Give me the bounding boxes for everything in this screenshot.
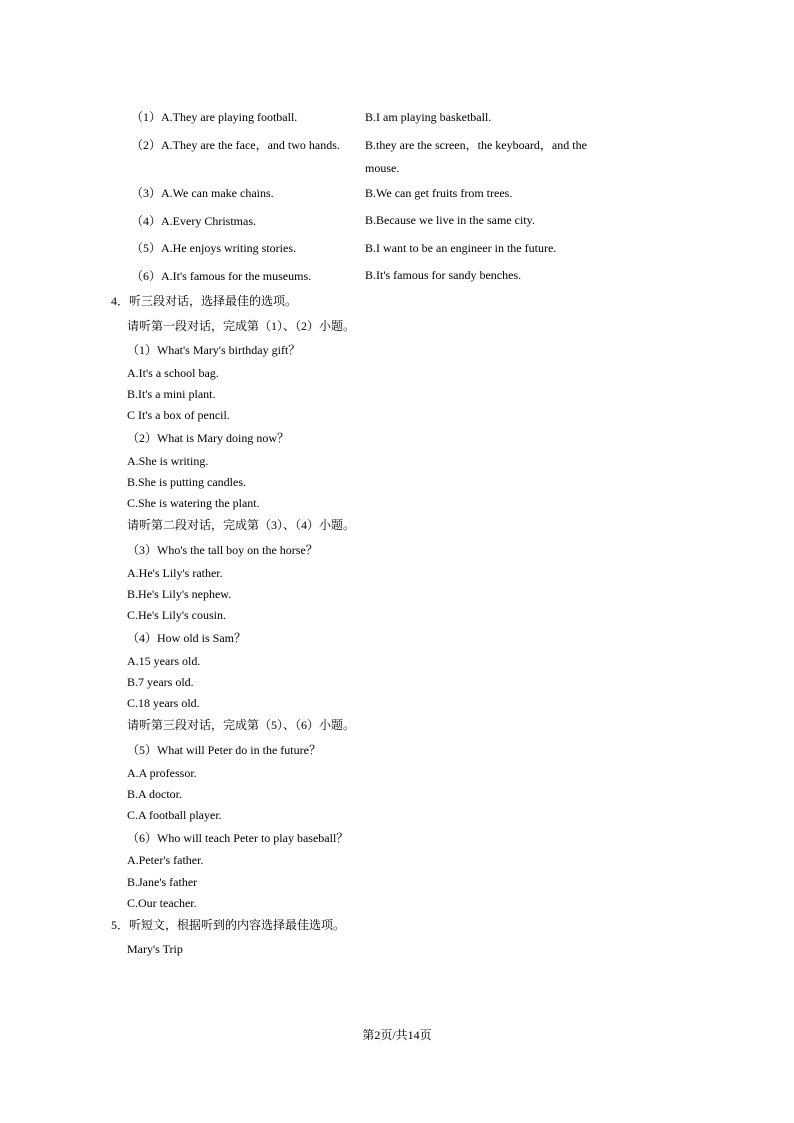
q4-question-1: （1）What's Mary's birthday gift？ [127, 343, 301, 357]
q4-section-2-instruction: 请听第二段对话，完成第（3）、（4）小题。 [127, 518, 356, 532]
q3-option-a-3: （3）A.We can make chains. [131, 186, 274, 200]
q4-question-6: （6）Who will teach Peter to play baseball？ [127, 831, 349, 845]
q4-q2-option-b: B.She is putting candles. [127, 475, 246, 489]
q4-section-1-instruction: 请听第一段对话，完成第（1）、（2）小题。 [127, 319, 356, 333]
q3-option-b-3: B.We can get fruits from trees. [365, 186, 513, 200]
q4-q2-option-a: A.She is writing. [127, 454, 209, 468]
q3-option-b-4: B.Because we live in the same city. [365, 213, 535, 227]
q3-option-a-2: （2）A.They are the face，and two hands. [131, 138, 340, 152]
q5-heading: 5．听短文，根据听到的内容选择最佳选项。 [111, 918, 346, 932]
q4-q5-option-b: B.A doctor. [127, 787, 183, 801]
page-number-footer: 第2页/共14页 [362, 1028, 432, 1042]
q4-q3-option-c: C.He's Lily's cousin. [127, 608, 226, 622]
q4-q3-option-a: A.He's Lily's rather. [127, 566, 223, 580]
q4-q6-option-b: B.Jane's father [127, 875, 198, 889]
q3-option-b-6: B.It's famous for sandy benches. [365, 268, 522, 282]
q3-option-a-6: （6）A.It's famous for the museums. [131, 269, 312, 283]
q4-question-4: （4）How old is Sam？ [127, 631, 247, 645]
q4-q5-option-c: C.A football player. [127, 808, 222, 822]
q4-q5-option-a: A.A professor. [127, 766, 197, 780]
q4-q6-option-a: A.Peter's father. [127, 853, 204, 867]
q3-option-b-2-cont: mouse. [365, 161, 400, 175]
q4-q4-option-a: A.15 years old. [127, 654, 201, 668]
q4-q6-option-c: C.Our teacher. [127, 896, 197, 910]
q3-option-a-5: （5）A.He enjoys writing stories. [131, 241, 296, 255]
q3-option-a-4: （4）A.Every Christmas. [131, 214, 256, 228]
q3-option-b-2: B.they are the screen，the keyboard，and the [365, 138, 587, 152]
q4-q1-option-c: C It's a box of pencil. [127, 408, 230, 422]
q3-option-b-5: B.I want to be an engineer in the future. [365, 241, 557, 255]
q4-question-2: （2）What is Mary doing now？ [127, 431, 289, 445]
q4-q3-option-b: B.He's Lily's nephew. [127, 587, 232, 601]
q4-question-5: （5）What will Peter do in the future？ [127, 743, 321, 757]
q3-option-a-1: （1）A.They are playing football. [131, 110, 298, 124]
q4-q4-option-c: C.18 years old. [127, 696, 200, 710]
q4-heading: 4．听三段对话，选择最佳的选项。 [111, 294, 298, 308]
q4-question-3: （3）Who's the tall boy on the horse？ [127, 543, 318, 557]
q4-q2-option-c: C.She is watering the plant. [127, 496, 260, 510]
q3-option-b-1: B.I am playing basketball. [365, 110, 492, 124]
q4-section-3-instruction: 请听第三段对话，完成第（5）、（6）小题。 [127, 718, 356, 732]
q4-q1-option-a: A.It's a school bag. [127, 366, 219, 380]
q4-q4-option-b: B.7 years old. [127, 675, 194, 689]
q4-q1-option-b: B.It's a mini plant. [127, 387, 216, 401]
q5-passage-title: Mary's Trip [127, 942, 183, 956]
